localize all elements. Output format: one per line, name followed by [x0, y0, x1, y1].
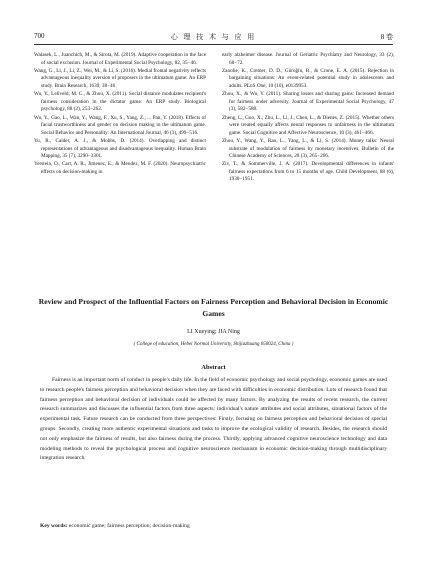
references-left-column: [34, 52, 206, 177]
reference-item: Wu, Y., Leliveld, M. C., & Zhou, X. (2011). Social distance modulates recipient's fairness consideration in the dictator game: An ERP study. Biological psychology, 88 (2), 253−262.: [34, 91, 206, 113]
reference-item: Walasek, L., Juanchich, M., & Sirota, M. (2019). Adaptive cooperation in the face of social exclusion. Journal of Experimental Social Psychology, 82, 35−46.: [34, 52, 206, 66]
keywords-list: economic game; fairness perception; decision-making: [68, 523, 190, 529]
abstract-text: Fairness is an important norm of conduct in people's daily life. In the field of economic psychology and social psychology, economic games are used to research people's fairness perception and behavioral decision when they are faced with difficulties in economic distribution. Lots of research found that fairness perception and behavioral decision of individuals could be affected by many factors. By analyzing the results of recent research, the current research summarizes and discusses the influential factors from three aspects: individual's nature attributes and social attributes, situational factors of the experimental task. Future research can be conducted from three perspectives: Firstly, focusing on fairness perception and behavioral decision of special groups. Secondly, creating more authentic experimental situations and tasks to improve the ecological validity of research. Besides, the research should not only emphasize the fairness of results, but also fairness during the process. Thirdly, applying advanced cognitive neuroscience technology and data modeling methods to reveal the psychological process and cognitive neuroscience mechanism in economic decision-making through multidisciplinary integration research.: [40, 377, 387, 462]
reference-item: Yu, R., Calder, A. J., & Mobbs, D. (2014). Overlapping and distinct representations of advantageous and disadvantageous inequality. Human Brain Mapping, 35 (7), 3290−3301.: [34, 137, 206, 160]
page-number: 700: [34, 32, 45, 40]
reference-item: Wu, Y., Gao, L., Wan, Y., Wang, F., Xu, S., Yang, Z., ... Pan, Y. (2018). Effects of facial trustworthiness and gender on decision making in the ultimatum game. Social Behavior and Personality: An International Journal, 46 (3), 499−516.: [34, 114, 206, 136]
keywords: [40, 523, 387, 529]
reference-item: Zhou, Y., Wang, Y., Rao, L., Yang, L., & Li, S. (2014). Money talks: Neural substrate of modulation of fairness by monetary incentives. Bulletin of the Chinese Academy of Sciences, 28 (3), 265−266.: [222, 137, 394, 160]
authors: LI Xueying; JIA Ning: [187, 329, 240, 335]
references-right-column: [222, 52, 394, 185]
journal-name: 心 理 技 术 与 应 用: [170, 33, 257, 41]
reference-item: Zheng, L., Guo, X., Zhu, L., Li, J., Chen, L., & Dienes, Z. (2015). Whether others were treated equally affects neural responses to unfairness in the ultimatum game. Social Cognitive and Affective Neuroscience, 10 (3), 461−466.: [222, 114, 394, 136]
reference-item: Zhou, X., & Wu, Y. (2011). Sharing losses and sharing gains: Increased demand for fairness under adversity. Journal of Experimental Social Psychology, 47 (3), 582−588.: [222, 91, 394, 113]
reference-item: early alzheimer disease. Journal of Geriatric Psychiatry and Neurology, 33 (2), 68−72.: [222, 52, 394, 66]
references-section: [34, 52, 394, 267]
reference-item: Zanolie, K., Cremer, D. D., Güroğlu, B., & Crone, E. A. (2015). Rejection in bargaining situations: An event-related potential study in adolescents and adults. PLoS One, 10 (10), e0139953.: [222, 67, 394, 89]
affiliation: ( College of education, Hebei Normal University, Shijiazhuang 050024, China ): [133, 342, 294, 347]
reference-item: Ziv, T., & Sommerville, J. A. (2017). Developmental differences in infants' fairness expectations from 6 to 15 months of age. Child Development, 88 (6), 1930−1951.: [222, 161, 394, 183]
reference-item: Wang, G., Li, J., Li, Z., Wei, M., & Li, S. (2016). Medial frontal negativity reflects advantageous inequality aversion of proposers in the ultimatum game: An ERP study. Brain Research, 1639, 38−46: [34, 67, 206, 89]
reference-item: Yerstein, O., Carr, A. R., Jimenez, E., & Mendez, M. F. (2020). Neuropsychiatric effects on decision-making in: [34, 161, 206, 175]
keywords-label: Key words:: [40, 523, 68, 529]
english-title: Review and Prospect of the Influential Factors on Fairness Perception and Behavioral Decision in Economic Games: [38, 297, 389, 318]
volume-label: 8 卷: [380, 33, 393, 41]
running-header: [34, 32, 393, 45]
abstract-heading: Abstract: [201, 364, 226, 371]
